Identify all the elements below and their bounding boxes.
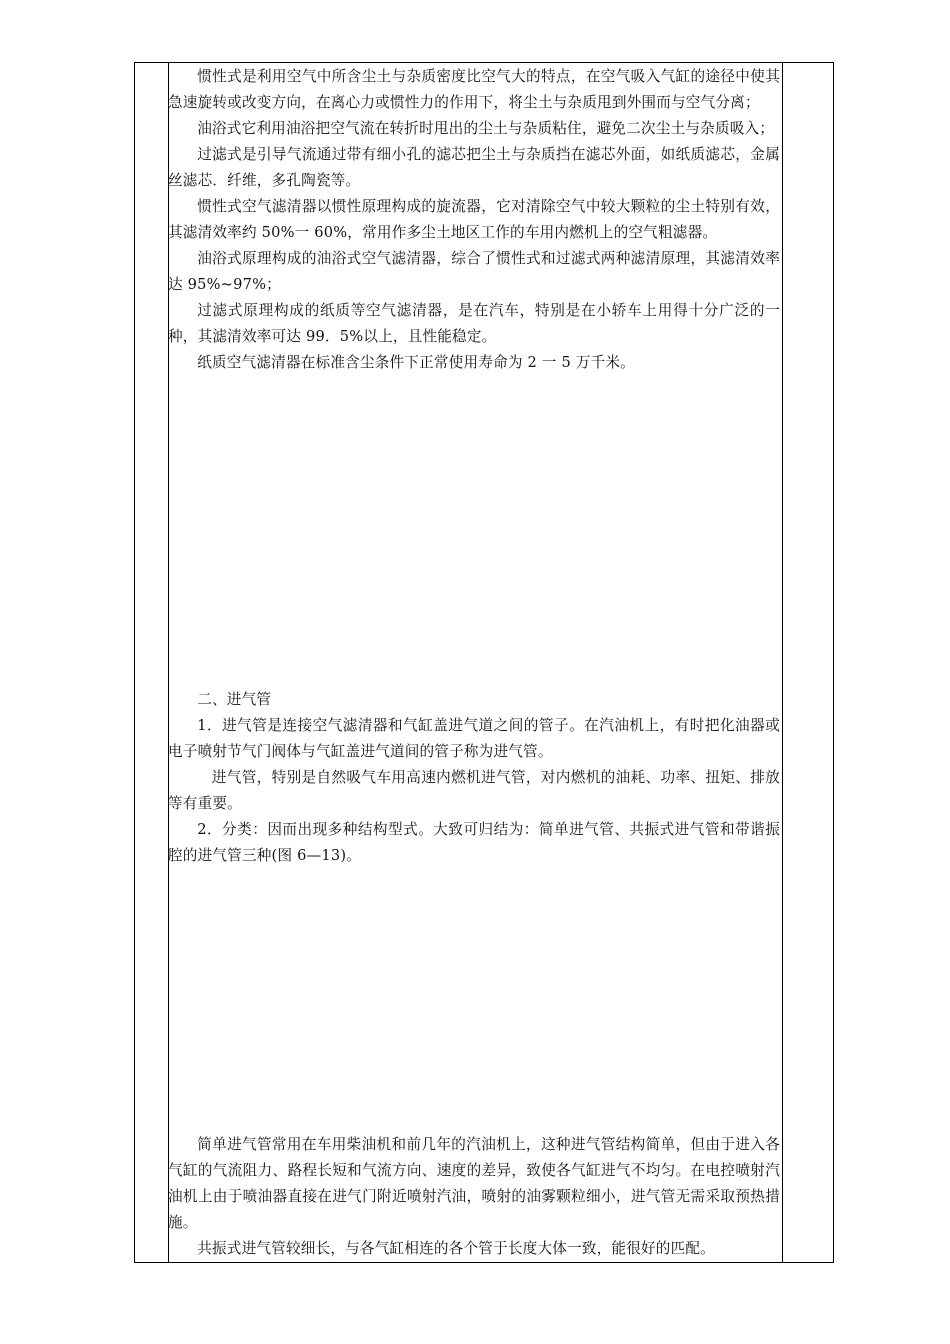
paragraph-oil-bath-efficiency: 油浴式原理构成的油浴式空气滤清器，综合了惯性式和过滤式两种滤清原理，其滤清效率达 95%~97%； <box>168 250 780 293</box>
intake-pipe-section <box>168 687 780 869</box>
intake-types-section <box>168 1132 780 1262</box>
air-filter-section <box>168 64 780 376</box>
section-heading: 二、进气管 <box>197 691 272 708</box>
paragraph-oil-bath: 油浴式它利用油浴把空气流在转折时甩出的尘土与杂质粘住，避免二次尘土与杂质吸入； <box>197 120 775 137</box>
paragraph-inertial-efficiency: 惯性式空气滤清器以惯性原理构成的旋流器，它对清除空气中较大颗粒的尘土特别有效，其滤清效率约 50%一 60%，常用作多尘土地区工作的车用内燃机上的空气粗滤器。 <box>168 198 780 241</box>
paragraph-intake-importance: 进气管，特别是自然吸气车用高速内燃机进气管，对内燃机的油耗、功率、扭矩、排放等有重要。 <box>168 769 780 812</box>
paragraph-paper-filter-efficiency: 过滤式原理构成的纸质等空气滤清器，是在汽车，特别是在小轿车上用得十分广泛的一种，其滤清效率可达 99．5%以上，且性能稳定。 <box>168 302 780 345</box>
paragraph-intake-definition: 1．进气管是连接空气滤清器和气缸盖进气道之间的管子。在汽油机上，有时把化油器或电子喷射节气门阀体与气缸盖进气道间的管子称为进气管。 <box>168 717 780 760</box>
paragraph-simple-intake: 简单进气管常用在车用柴油机和前几年的汽油机上，这种进气管结构简单，但由于进入各气缸的气流阻力、路程长短和气流方向、速度的差异，致使各气缸进气不均匀。在电控喷射汽油机上由于喷油器直接在进气门附近喷射汽油，喷射的油雾颗粒细小，进气管无需采取预热措施。 <box>168 1136 780 1231</box>
paragraph-inertial: 惯性式是利用空气中所含尘土与杂质密度比空气大的特点，在空气吸入气缸的途径中使其急速旋转或改变方向，在离心力或惯性力的作用下，将尘土与杂质甩到外围而与空气分离； <box>168 68 780 111</box>
paragraph-filter-type: 过滤式是引导气流通过带有细小孔的滤芯把尘土与杂质挡在滤芯外面，如纸质滤芯，金属丝滤芯．纤维，多孔陶瓷等。 <box>168 146 780 189</box>
right-column-divider <box>782 63 783 1262</box>
paragraph-paper-filter-life: 纸质空气滤清器在标准含尘条件下正常使用寿命为 2 一 5 万千米。 <box>197 354 635 371</box>
paragraph-intake-classification: 2．分类：因而出现多种结构型式。大致可归结为：简单进气管、共振式进气管和带谐振腔的进气管三种(图 6—13)。 <box>168 821 780 864</box>
paragraph-resonant-intake: 共振式进气管较细长，与各气缸相连的各个管于长度大体一致，能很好的匹配。 <box>197 1240 715 1257</box>
